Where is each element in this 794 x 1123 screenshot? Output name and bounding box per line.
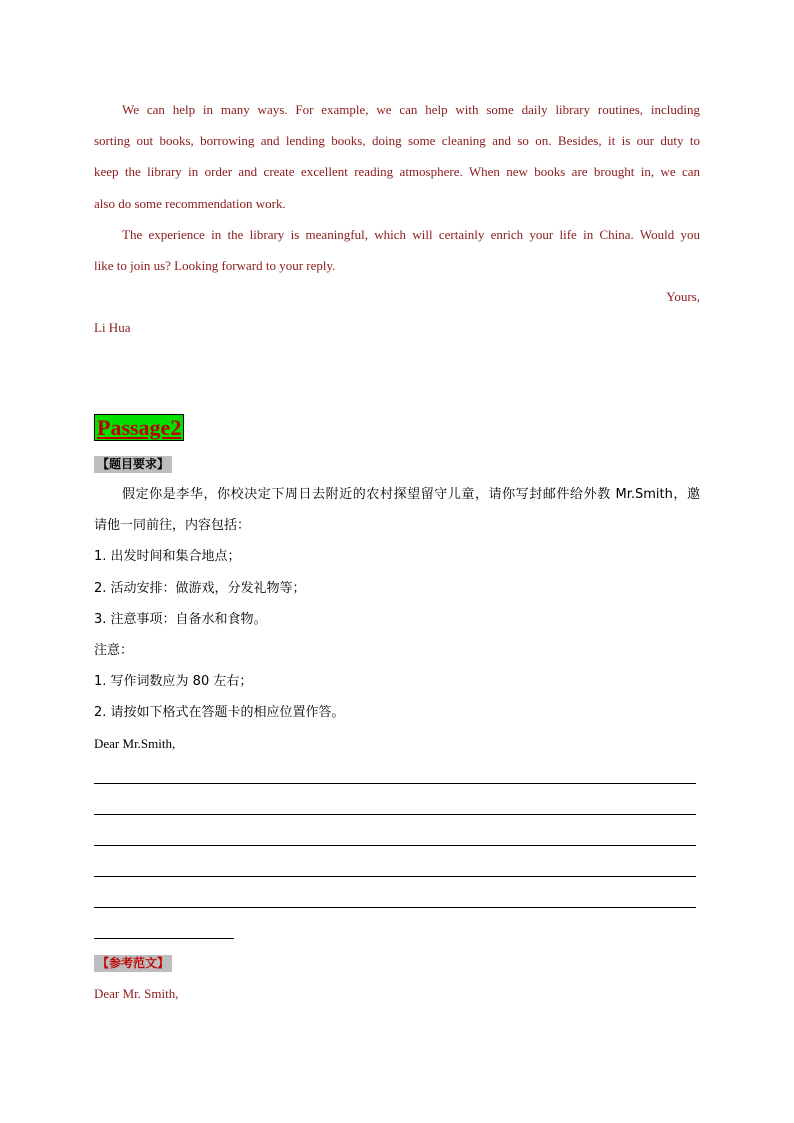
answer-line[interactable] [94,907,696,908]
reference-tag: 【参考范文】 [94,955,172,972]
answer-line[interactable] [94,814,696,815]
answer-line[interactable] [94,876,696,877]
content-item: 2. 活动安排：做游戏，分发礼物等； [94,581,306,596]
letter-line: like to join us? Looking forward to your reply. [94,258,336,273]
letter-line: sorting out books, borrowing and lending books, doing some cleaning and so on. Besides, it is our duty to [94,133,700,148]
prompt-line: 假定你是李华，你校决定下周日去附近的农村探望留守儿童，请你写封邮件给外教 Mr.Smith，邀 [122,487,700,502]
letter-signature: Li Hua [94,320,131,335]
salutation: Dear Mr.Smith, [94,736,176,751]
note-item: 2. 请按如下格式在答题卡的相应位置作答。 [94,705,345,720]
note-item: 1. 写作词数应为 80 左右； [94,674,253,689]
letter-line: We can help in many ways. For example, we can help with some daily library routines, including [122,102,700,117]
prompt-line: 请他一同前往，内容包括： [94,518,251,533]
letter-line: also do some recommendation work. [94,196,286,211]
reference-salutation: Dear Mr. Smith, [94,986,179,1001]
requirement-tag: 【题目要求】 [94,456,172,473]
letter-line: keep the library in order and create excellent reading atmosphere. When new books are brought in, we can [94,164,700,179]
answer-line-short[interactable] [94,938,234,939]
notes-label: 注意： [94,643,134,658]
letter-line: The experience in the library is meaningful, which will certainly enrich your life in China. Would you [122,227,700,242]
content-item: 3. 注意事项：自备水和食物。 [94,612,267,627]
answer-line[interactable] [94,783,696,784]
passage-title: Passage2 [94,414,184,441]
answer-line[interactable] [94,845,696,846]
letter-closing: Yours, [666,289,700,304]
content-item: 1. 出发时间和集合地点； [94,549,241,564]
